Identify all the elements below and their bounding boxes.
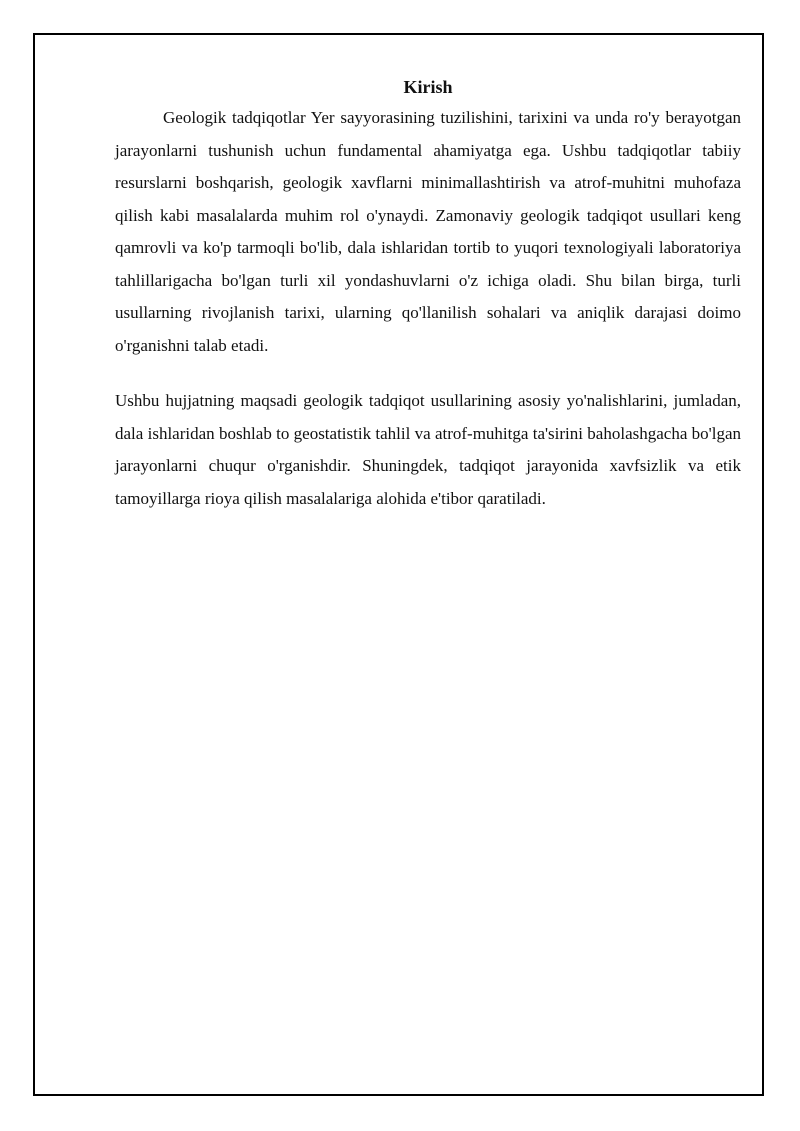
paragraph-purpose: Ushbu hujjatning maqsadi geologik tadqiqot usullarining asosiy yo'nalishlarini, jumladan, dala ishlaridan boshlab to geostatistik tahlil va atrof-muhitga ta'sirini baholashgacha bo'lgan jarayonlarni chuqur o'rganishdir. Shuningdek, tadqiqot jarayonida xavfsizlik va etik tamoyillarga rioya qilish masalalariga alohida e'tibor qaratiladi. (115, 391, 741, 508)
document-body (115, 72, 741, 515)
paragraph-intro: Geologik tadqiqotlar Yer sayyorasining tuzilishini, tarixini va unda ro'y berayotgan jarayonlarni tushunish uchun fundamental ahamiyatga ega. Ushbu tadqiqotlar tabiiy resurslarni boshqarish, geologik xavflarni minimallashtirish va atrof-muhitni muhofaza qilish kabi masalalarda muhim rol o'ynaydi. Zamonaviy geologik tadqiqot usullari keng qamrovli va ko'p tarmoqli bo'lib, dala ishlaridan tortib to yuqori texnologiyali laboratoriya tahlillarigacha bo'lgan turli xil yondashuvlarni o'z ichiga oladi. Shu bilan birga, turli usullarning rivojlanish tarixi, ularning qo'llanilish sohalari va aniqlik darajasi doimo o'rganishni talab etadi. (115, 108, 741, 355)
section-title: Kirish (403, 77, 453, 97)
